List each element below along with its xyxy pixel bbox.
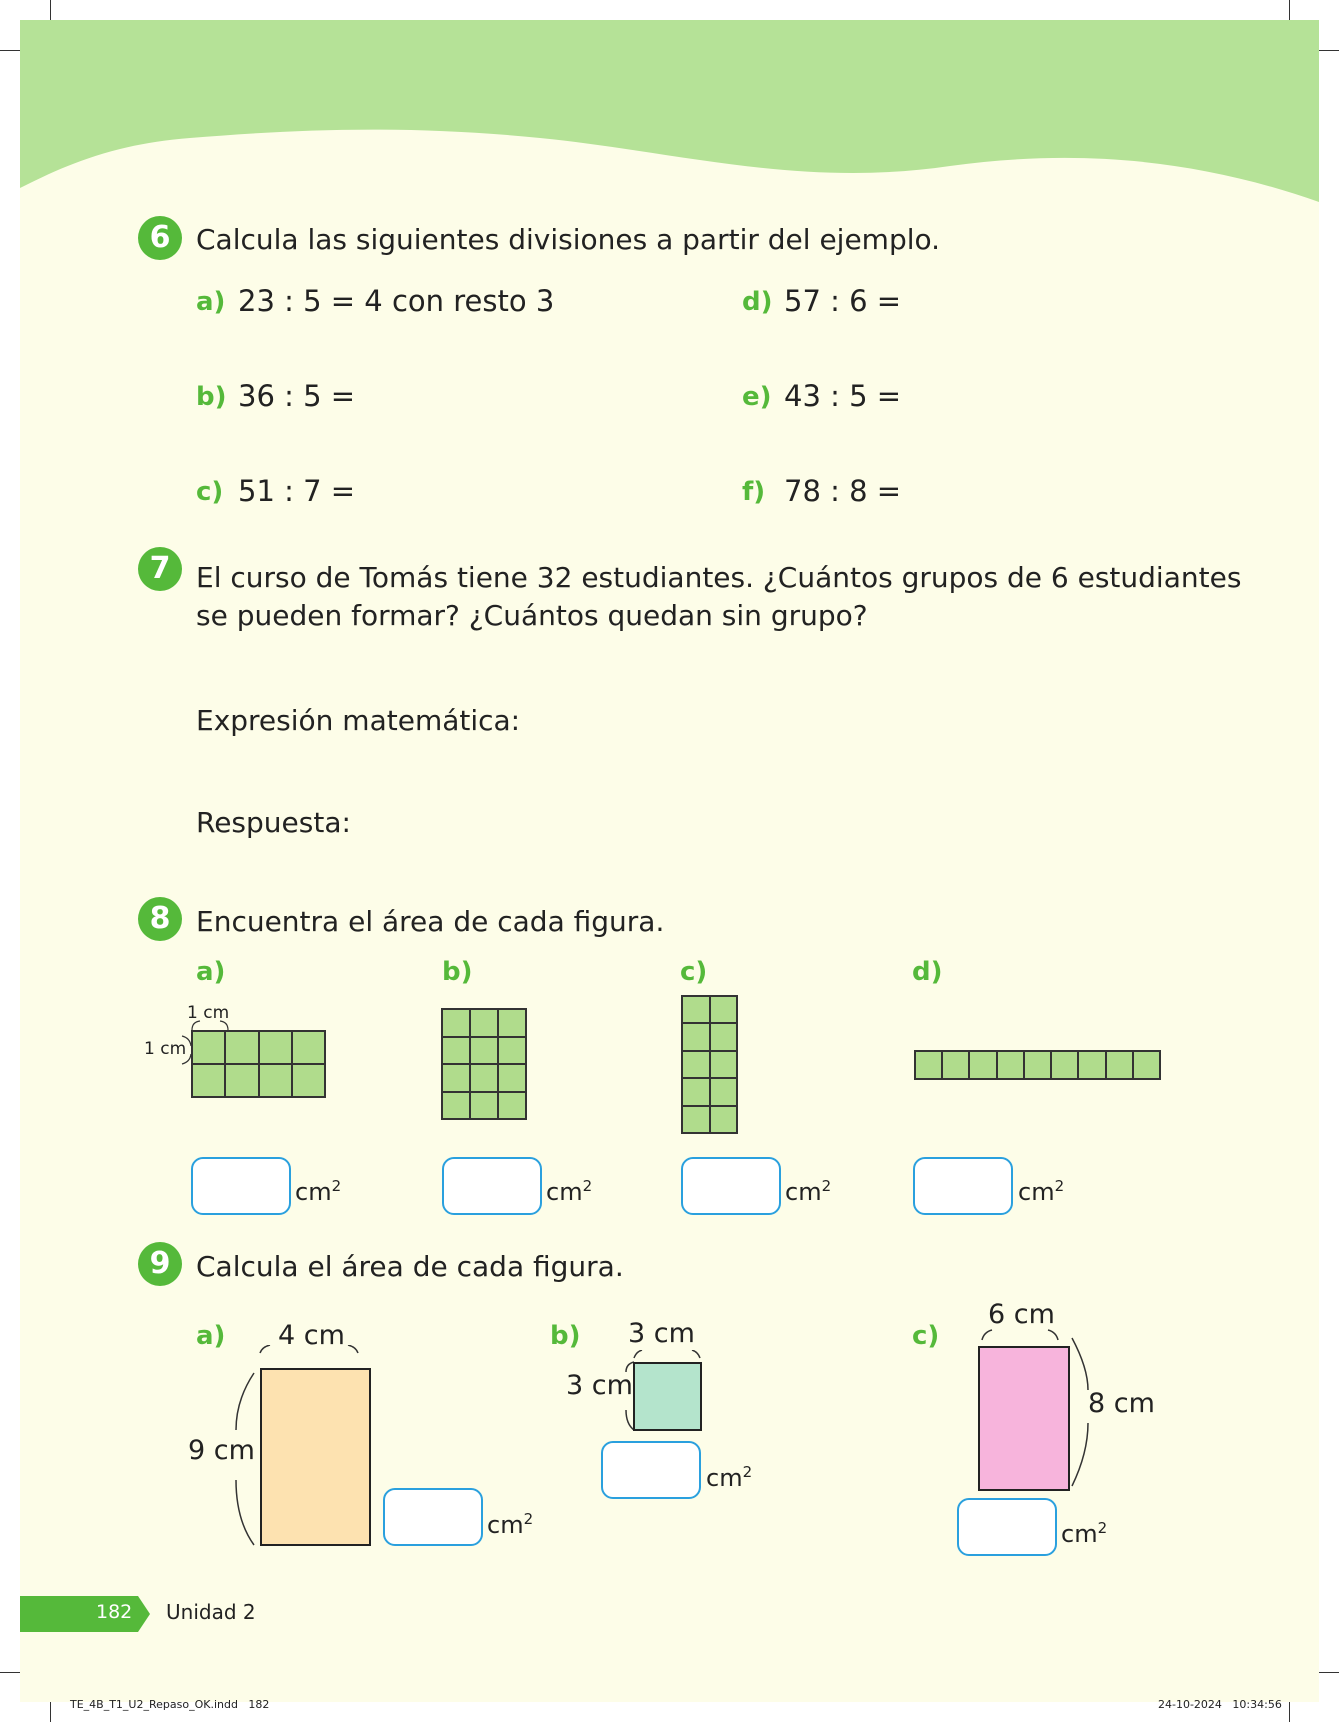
file-info: TE_4B_T1_U2_Repaso_OK.indd 182: [70, 1698, 270, 1711]
q8-label-a: a): [196, 957, 226, 987]
q8-figure-d: [914, 1050, 1161, 1080]
unit-square: [682, 1051, 710, 1078]
unit-square: [682, 1106, 710, 1133]
unit-square: [498, 1037, 526, 1065]
q6-expr-c: 51 : 7 =: [238, 474, 356, 508]
q6-expr-a: 23 : 5 = 4 con resto 3: [238, 284, 555, 318]
unit-square: [498, 1009, 526, 1037]
q6-label-b: b): [196, 382, 227, 412]
question-6-number: 6: [138, 216, 182, 260]
unit-square: [942, 1051, 969, 1079]
q6-expr-b: 36 : 5 =: [238, 379, 356, 413]
question-7-line-2: se pueden formar? ¿Cuántos quedan sin grupo?: [196, 599, 868, 632]
q9c-answer-box[interactable]: [957, 1498, 1057, 1556]
unit-square: [710, 1106, 738, 1133]
q6-label-c: c): [196, 477, 224, 507]
question-6-statement: Calcula las siguientes divisiones a partir del ejemplo.: [196, 223, 941, 256]
q8-answer-box-a[interactable]: [191, 1157, 291, 1215]
unit-side-left-label: 1 cm: [144, 1039, 187, 1059]
unit-square: [225, 1064, 258, 1097]
unit-square: [292, 1064, 325, 1097]
q9b-answer-box[interactable]: [601, 1441, 701, 1499]
print-date: 24-10-2024 10:34:56: [1158, 1698, 1282, 1711]
unit-square: [498, 1064, 526, 1092]
q8-label-b: b): [442, 957, 473, 987]
question-9-number: 9: [138, 1242, 182, 1286]
expression-label: Expresión matemática:: [196, 704, 521, 737]
q9a-top-dimension: 4 cm: [278, 1320, 345, 1351]
q9-label-c: c): [912, 1321, 940, 1351]
unit-square: [470, 1092, 498, 1120]
unit-square: [225, 1031, 258, 1064]
unit-square: [259, 1064, 292, 1097]
crop-mark: [0, 1672, 20, 1673]
q8-answer-box-d[interactable]: [913, 1157, 1013, 1215]
q9-label-a: a): [196, 1321, 226, 1351]
crop-mark: [1289, 1702, 1290, 1722]
unit-square: [682, 1078, 710, 1105]
unit-square: [682, 1023, 710, 1050]
unit-square: [997, 1051, 1024, 1079]
q9a-answer-box[interactable]: [383, 1488, 483, 1546]
q8-unit-c: $cm^2$: [785, 1177, 832, 1206]
crop-mark: [50, 0, 51, 20]
unit-square: [498, 1092, 526, 1120]
q9b-square: [633, 1362, 702, 1431]
crop-mark: [1319, 50, 1339, 51]
q6-expr-e: 43 : 5 =: [784, 379, 902, 413]
q8-figure-b: [441, 1008, 527, 1120]
question-8-number: 8: [138, 897, 182, 941]
unit-square: [442, 1037, 470, 1065]
q8-label-d: d): [912, 957, 943, 987]
unit-square: [969, 1051, 996, 1079]
header-wave: [20, 20, 1319, 210]
q6-expr-f: 78 : 8 =: [784, 474, 902, 508]
q6-label-e: e): [742, 382, 772, 412]
unit-square: [1078, 1051, 1105, 1079]
q6-label-d: d): [742, 287, 773, 317]
q8-answer-box-c[interactable]: [681, 1157, 781, 1215]
unit-square: [710, 996, 738, 1023]
unit-square: [710, 1078, 738, 1105]
question-8-statement: Encuentra el área de cada figura.: [196, 905, 665, 938]
q6-expr-d: 57 : 6 =: [784, 284, 902, 318]
unit-square: [1024, 1051, 1051, 1079]
q6-label-a: a): [196, 287, 226, 317]
page-number: 182: [96, 1601, 133, 1623]
q9a-unit: $cm^2$: [487, 1510, 534, 1539]
unit-square: [442, 1092, 470, 1120]
q6-label-f: f): [742, 477, 766, 507]
unit-square: [470, 1037, 498, 1065]
unit-square: [682, 996, 710, 1023]
unit-square: [192, 1064, 225, 1097]
crop-mark: [50, 1702, 51, 1722]
q9b-side-dimension: 3 cm: [566, 1370, 633, 1401]
q9b-unit: $cm^2$: [706, 1463, 753, 1492]
q9c-rectangle: [978, 1346, 1070, 1491]
unit-square: [470, 1009, 498, 1037]
crop-mark: [1289, 0, 1290, 20]
unit-square: [710, 1023, 738, 1050]
unit-square: [1106, 1051, 1133, 1079]
unit-square: [442, 1064, 470, 1092]
q9c-side-dimension: 8 cm: [1088, 1388, 1155, 1419]
q9-label-b: b): [550, 1321, 581, 1351]
q9c-top-dimension: 6 cm: [988, 1299, 1055, 1330]
q9c-unit: $cm^2$: [1061, 1519, 1108, 1548]
question-7-line-1: El curso de Tomás tiene 32 estudiantes. ¿Cuántos grupos de 6 estudiantes: [196, 561, 1242, 594]
unit-square: [1133, 1051, 1160, 1079]
unit-square: [1051, 1051, 1078, 1079]
unit-square: [442, 1009, 470, 1037]
answer-label: Respuesta:: [196, 806, 351, 839]
unit-square: [915, 1051, 942, 1079]
q8-unit-a: $cm^2$: [295, 1177, 342, 1206]
question-7-number: 7: [138, 547, 182, 591]
question-9-statement: Calcula el área de cada figura.: [196, 1250, 624, 1283]
q8-figure-a: [191, 1030, 326, 1098]
unit-square: [470, 1064, 498, 1092]
unit-label: Unidad 2: [166, 1600, 256, 1624]
q8-figure-c: [681, 995, 738, 1134]
q8-unit-b: $cm^2$: [546, 1177, 593, 1206]
q8-label-c: c): [680, 957, 708, 987]
unit-square: [292, 1031, 325, 1064]
q9a-rectangle: [260, 1368, 371, 1546]
unit-square: [259, 1031, 292, 1064]
unit-square: [710, 1051, 738, 1078]
unit-side-top-label: 1 cm: [187, 1003, 230, 1023]
q8-answer-box-b[interactable]: [442, 1157, 542, 1215]
unit-square: [192, 1031, 225, 1064]
q8-unit-d: $cm^2$: [1018, 1177, 1065, 1206]
q9b-top-dimension: 3 cm: [628, 1318, 695, 1349]
crop-mark: [1319, 1672, 1339, 1673]
crop-mark: [0, 50, 20, 51]
q9a-side-dimension: 9 cm: [188, 1435, 255, 1466]
